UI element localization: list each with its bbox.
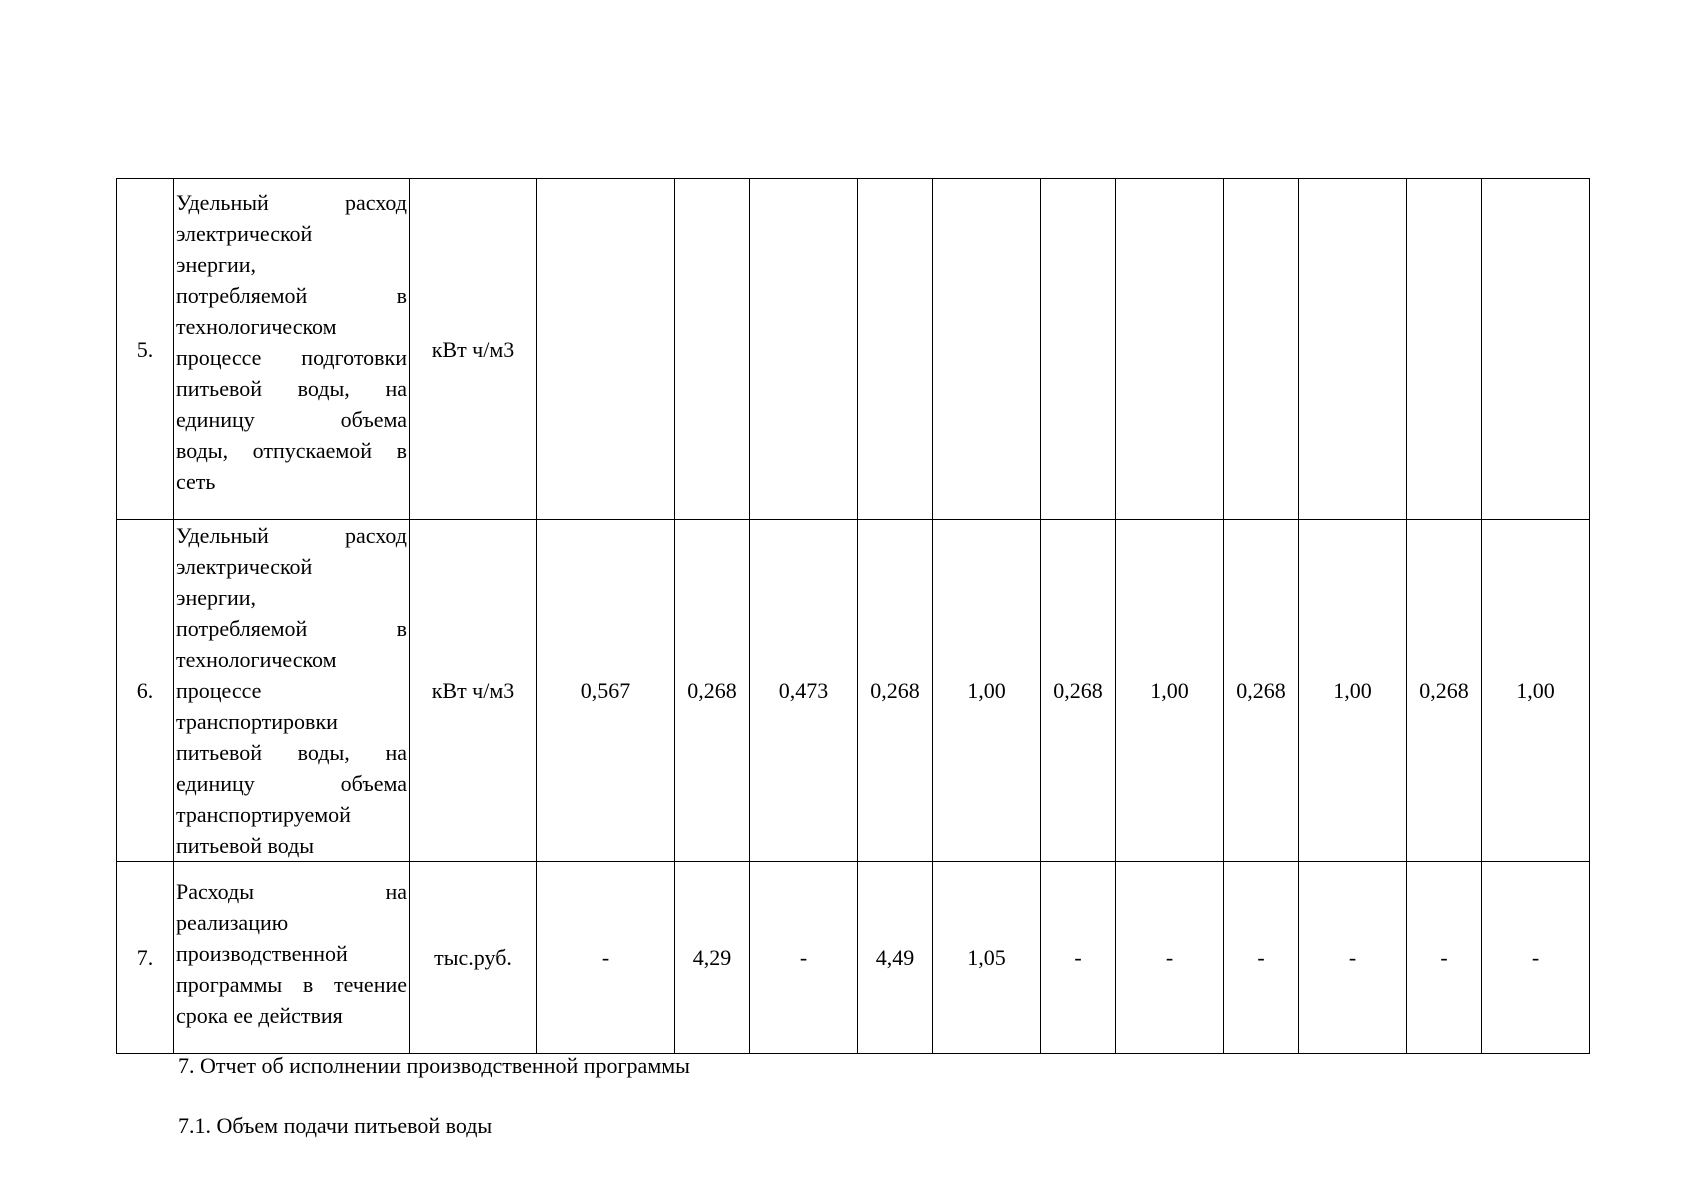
indicator-name bbox=[174, 520, 410, 862]
value-cell: - bbox=[537, 862, 675, 1054]
indicator-name-line: электрической bbox=[176, 554, 313, 579]
unit-cell: кВт ч/м3 bbox=[410, 179, 537, 520]
indicator-name-line: Расходы на bbox=[176, 879, 407, 904]
value-cell: - bbox=[1116, 862, 1224, 1054]
indicator-name-line: производственной bbox=[176, 941, 348, 966]
subsection-heading: 7.1. Объем подачи питьевой воды bbox=[178, 1113, 493, 1138]
value-cell: 0,567 bbox=[537, 520, 675, 862]
indicator-name-line: единицу объема bbox=[176, 407, 407, 432]
indicator-name-line: процессе bbox=[176, 678, 262, 703]
value-cell: 0,268 bbox=[675, 520, 750, 862]
value-cell: 4,29 bbox=[675, 862, 750, 1054]
value-cell: - bbox=[1224, 862, 1299, 1054]
value-cell: 0,473 bbox=[750, 520, 858, 862]
indicator-name-line: потребляемой в bbox=[176, 283, 407, 308]
table-row bbox=[117, 179, 1590, 520]
indicator-name-line: технологическом bbox=[176, 647, 337, 672]
value-cell: - bbox=[1299, 862, 1407, 1054]
value-cell: - bbox=[750, 862, 858, 1054]
indicator-name-line: питьевой воды, на bbox=[176, 740, 407, 765]
indicator-name-line: питьевой воды, на bbox=[176, 376, 407, 401]
table-row bbox=[117, 862, 1590, 1054]
value-cell: 0,268 bbox=[1041, 520, 1116, 862]
value-cell: - bbox=[1041, 862, 1116, 1054]
value-cell bbox=[1041, 179, 1116, 520]
indicator-name bbox=[174, 179, 410, 520]
indicator-name-line: технологическом bbox=[176, 314, 337, 339]
indicator-name-line: программы в течение bbox=[176, 972, 407, 997]
value-cell: - bbox=[1407, 862, 1482, 1054]
indicator-name-line: воды, отпускаемой в bbox=[176, 438, 407, 463]
indicator-name-line: процессе подготовки bbox=[176, 345, 407, 370]
value-cell bbox=[1407, 179, 1482, 520]
value-cell: 1,00 bbox=[1299, 520, 1407, 862]
indicator-name-line: срока ее действия bbox=[176, 1003, 343, 1028]
unit-cell: тыс.руб. bbox=[410, 862, 537, 1054]
value-cell: - bbox=[1482, 862, 1590, 1054]
indicator-name bbox=[174, 862, 410, 1054]
value-cell: 0,268 bbox=[1407, 520, 1482, 862]
value-cell: 1,00 bbox=[1116, 520, 1224, 862]
indicator-name-line: электрической bbox=[176, 221, 313, 246]
value-cell bbox=[1224, 179, 1299, 520]
value-cell bbox=[675, 179, 750, 520]
value-cell bbox=[933, 179, 1041, 520]
indicator-name-line: реализацию bbox=[176, 910, 289, 935]
value-cell bbox=[1482, 179, 1590, 520]
indicator-name-line: Удельный расход bbox=[176, 523, 407, 548]
indicator-name-line: транспортируемой bbox=[176, 802, 351, 827]
indicator-name-line: энергии, bbox=[176, 585, 257, 610]
value-cell bbox=[750, 179, 858, 520]
value-cell: 0,268 bbox=[858, 520, 933, 862]
indicator-name-line: питьевой воды bbox=[176, 833, 315, 858]
row-number: 6. bbox=[117, 520, 174, 862]
indicator-name-line: Удельный расход bbox=[176, 190, 407, 215]
indicator-name-line: сеть bbox=[176, 469, 216, 494]
unit-cell: кВт ч/м3 bbox=[410, 520, 537, 862]
value-cell: 4,49 bbox=[858, 862, 933, 1054]
indicators-table bbox=[116, 178, 1590, 1054]
value-cell: 0,268 bbox=[1224, 520, 1299, 862]
table-row bbox=[117, 520, 1590, 862]
value-cell bbox=[537, 179, 675, 520]
indicator-name-line: транспортировки bbox=[176, 709, 338, 734]
value-cell bbox=[1116, 179, 1224, 520]
value-cell bbox=[1299, 179, 1407, 520]
value-cell: 1,00 bbox=[1482, 520, 1590, 862]
section-heading: 7. Отчет об исполнении производственной программы bbox=[178, 1053, 690, 1078]
row-number: 7. bbox=[117, 862, 174, 1054]
value-cell: 1,00 bbox=[933, 520, 1041, 862]
value-cell: 1,05 bbox=[933, 862, 1041, 1054]
indicator-name-line: единицу объема bbox=[176, 771, 407, 796]
indicator-name-line: потребляемой в bbox=[176, 616, 407, 641]
value-cell bbox=[858, 179, 933, 520]
row-number: 5. bbox=[117, 179, 174, 520]
indicator-name-line: энергии, bbox=[176, 252, 257, 277]
